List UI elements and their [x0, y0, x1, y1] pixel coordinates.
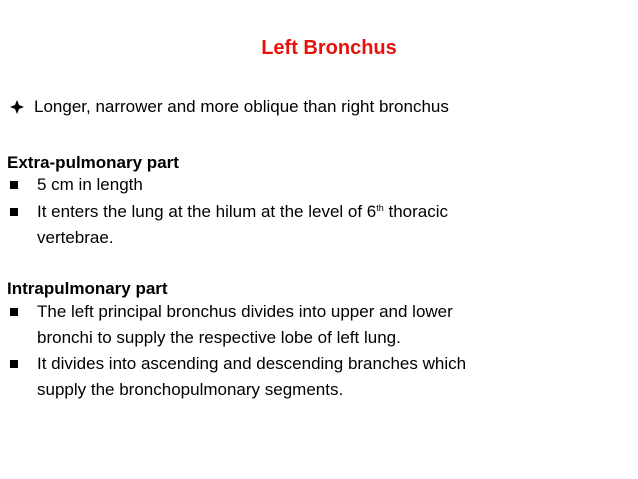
- square-bullet-icon: [10, 308, 18, 316]
- bullet-text-continuation: vertebrae.: [37, 228, 114, 247]
- ordinal-superscript: th: [376, 203, 384, 213]
- intra-pulmonary-heading: Intrapulmonary part: [7, 279, 168, 298]
- slide-title: [0, 36, 638, 60]
- bullet-text-line-2: supply the bronchopulmonary segments.: [37, 380, 344, 399]
- slide-title-text: Left Bronchus: [261, 37, 397, 59]
- bullet-text-line-1: The left principal bronchus divides into upper and lower: [37, 302, 453, 321]
- bullet-text-after: thoracic: [383, 202, 449, 221]
- square-bullet-icon: [10, 208, 18, 216]
- extra-pulmonary-heading: Extra-pulmonary part: [7, 153, 179, 172]
- square-bullet-icon: [10, 181, 18, 189]
- square-bullet-icon: [10, 360, 18, 368]
- bullet-text-line-2: bronchi to supply the respective lobe of left lung.: [37, 328, 401, 347]
- bullet-text: [37, 201, 448, 223]
- bullet-text-line-1: It divides into ascending and descending branches which: [37, 354, 467, 373]
- bullet-text: 5 cm in length: [37, 175, 143, 194]
- bullet-text-before: It enters the lung at the hilum at the level of 6: [37, 202, 377, 221]
- intro-text: Longer, narrower and more oblique than right bronchus: [34, 97, 449, 116]
- diamond-bullet-icon: [10, 100, 24, 114]
